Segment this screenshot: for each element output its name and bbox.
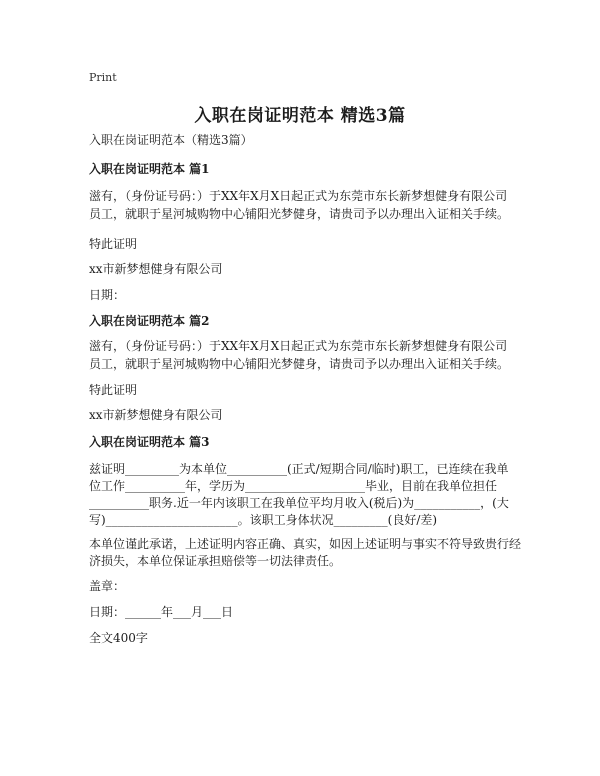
- section3-body-line1: 兹证明_________为本单位__________(正式/短期合同/临时)职工，已连续在我单: [89, 462, 509, 476]
- section3-body-line2: 位工作__________年，学历为____________________毕业，目前在我单位担任: [89, 479, 498, 493]
- section3-seal-label: 盖章：: [89, 579, 126, 593]
- section1-closing: 特此证明: [89, 237, 138, 251]
- document-subtitle: 入职在岗证明范本（精选3篇）: [89, 133, 253, 147]
- print-label[interactable]: Print: [89, 71, 117, 84]
- section3-body-line4: 写)______________________。该职工身体状况_________(良好/差): [89, 513, 438, 527]
- section3-commitment-line1: 本单位谨此承诺，上述证明内容正确、真实，如因上述证明与事实不符导致贵行经: [89, 537, 522, 551]
- document-title: 入职在岗证明范本 精选3篇: [194, 106, 406, 126]
- word-count: 全文400字: [89, 631, 148, 645]
- section2-closing: 特此证明: [89, 383, 138, 397]
- section3-date-line: 日期：______年___月___日: [89, 605, 234, 619]
- section2-company: xx市新梦想健身有限公司: [89, 408, 223, 422]
- section1-body-line1: 滋有，（身份证号码：）于XX年X月X日起正式为东莞市东长新梦想健身有限公司: [89, 189, 508, 203]
- section3-heading: 入职在岗证明范本 篇3: [89, 435, 210, 449]
- section2-body-line2: 员工，就职于星河城购物中心铺阳光梦健身，请贵司予以办理出入证相关手续。: [89, 357, 510, 371]
- section1-body-line2: 员工，就职于星河城购物中心铺阳光梦健身，请贵司予以办理出入证相关手续。: [89, 207, 510, 221]
- section1-company: xx市新梦想健身有限公司: [89, 262, 223, 276]
- section2-heading: 入职在岗证明范本 篇2: [89, 314, 210, 328]
- section1-heading: 入职在岗证明范本 篇1: [89, 162, 210, 176]
- section1-date-label: 日期：: [89, 288, 126, 302]
- section3-body-line3: __________职务.近一年内该职工在我单位平均月收入(税后)为___________，(大: [89, 496, 509, 510]
- section3-commitment-line2: 济损失，本单位保证承担赔偿等一切法律责任。: [89, 554, 342, 568]
- section2-body-line1: 滋有，（身份证号码：）于XX年X月X日起正式为东莞市东长新梦想健身有限公司: [89, 339, 508, 353]
